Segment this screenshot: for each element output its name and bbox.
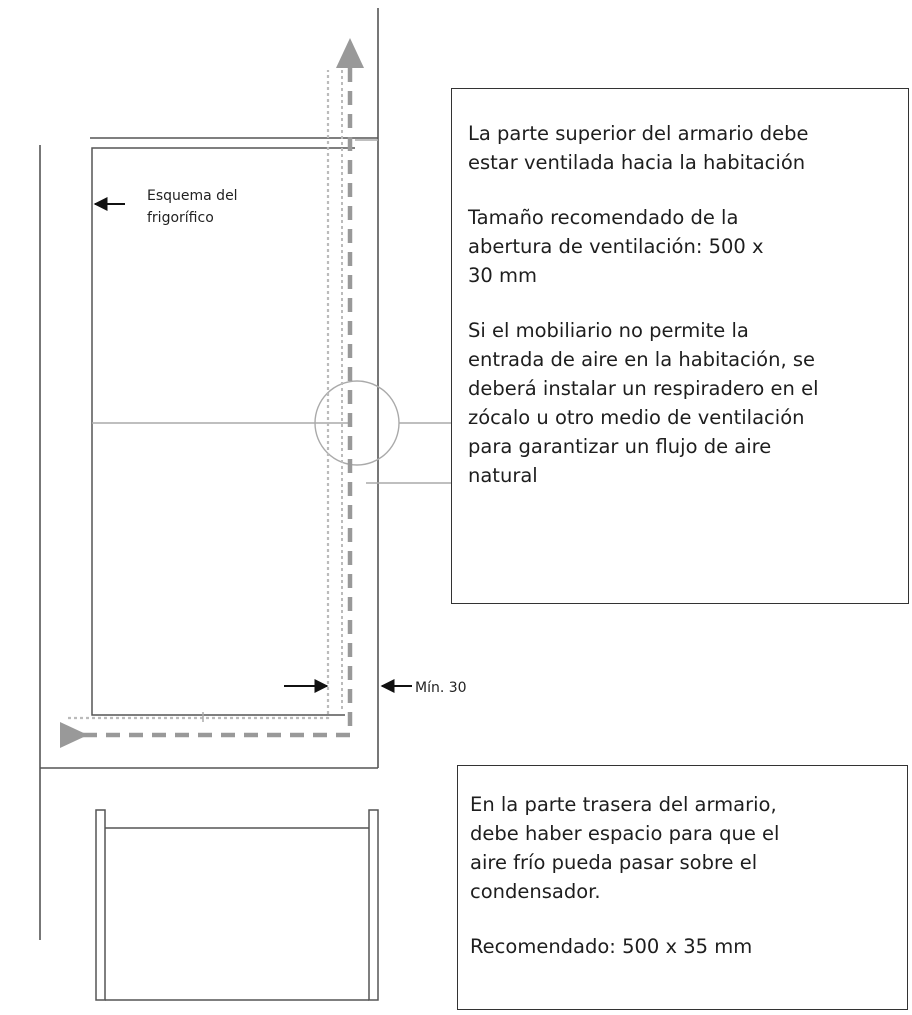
detail-callout-lines bbox=[315, 140, 458, 483]
airflow-in-arrow bbox=[60, 722, 88, 748]
airflow-up-arrow bbox=[336, 38, 364, 68]
fridge-outline-label: Esquema del frigorífico bbox=[147, 188, 238, 226]
callout-top-paragraph-1: La parte superior del armario debe estar ventilada hacia la habitación bbox=[468, 122, 809, 174]
callout-top-box bbox=[451, 88, 909, 604]
dimension-arrows bbox=[95, 204, 412, 686]
callout-bottom-paragraph-2: Recomendado: 500 x 35 mm bbox=[470, 935, 753, 958]
callout-top-paragraph-3: Si el mobiliario no permite la entrada de aire en la habitación, se deberá instalar un respiradero en el zócalo u otro medio de ventilación para garantizar un flujo de aire natural bbox=[468, 319, 819, 487]
plinth-right-post bbox=[369, 810, 378, 1000]
min-gap-label: Mín. 30 bbox=[415, 680, 467, 696]
airflow-dotted-path bbox=[68, 70, 328, 718]
plinth-left-post bbox=[96, 810, 105, 1000]
callout-top-paragraph-2: Tamaño recomendado de la abertura de ventilación: 500 x 30 mm bbox=[468, 206, 764, 287]
airflow-paths bbox=[60, 38, 364, 748]
plinth-section bbox=[96, 810, 378, 1000]
airflow-dashed-path bbox=[60, 66, 350, 735]
callout-bottom-paragraph-1: En la parte trasera del armario, debe haber espacio para que el aire frío pueda pasar sobre el condensador. bbox=[470, 793, 780, 903]
callout-bottom-box bbox=[457, 765, 908, 1010]
